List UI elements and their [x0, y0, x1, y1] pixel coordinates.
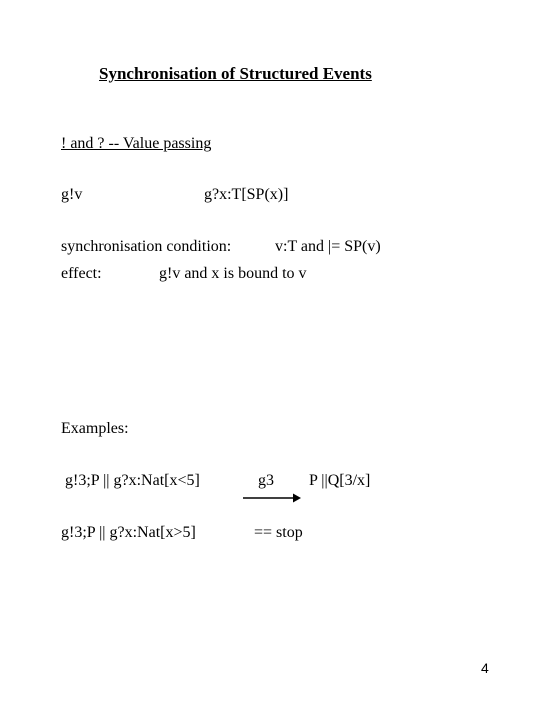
page-number: 4	[481, 660, 489, 676]
input-event: g?x:T[SP(x)]	[204, 186, 289, 203]
example-1-expression: g!3;P || g?x:Nat[x<5]	[65, 472, 200, 489]
example-1-transition-label: g3	[258, 472, 274, 489]
example-2-expression: g!3;P || g?x:Nat[x>5]	[61, 524, 196, 541]
examples-label: Examples:	[61, 420, 129, 437]
example-1-result: P ||Q[3/x]	[309, 472, 371, 489]
effect-value: g!v and x is bound to v	[159, 265, 307, 282]
effect-label: effect:	[61, 265, 102, 282]
output-event: g!v	[61, 186, 83, 203]
slide-title: Synchronisation of Structured Events	[99, 64, 372, 83]
sync-condition-value: v:T and |= SP(v)	[275, 238, 381, 255]
section-heading: ! and ? -- Value passing	[61, 135, 212, 152]
transition-arrow-icon	[243, 491, 301, 505]
example-2-result: == stop	[254, 524, 303, 541]
sync-condition-label: synchronisation condition:	[61, 238, 232, 255]
